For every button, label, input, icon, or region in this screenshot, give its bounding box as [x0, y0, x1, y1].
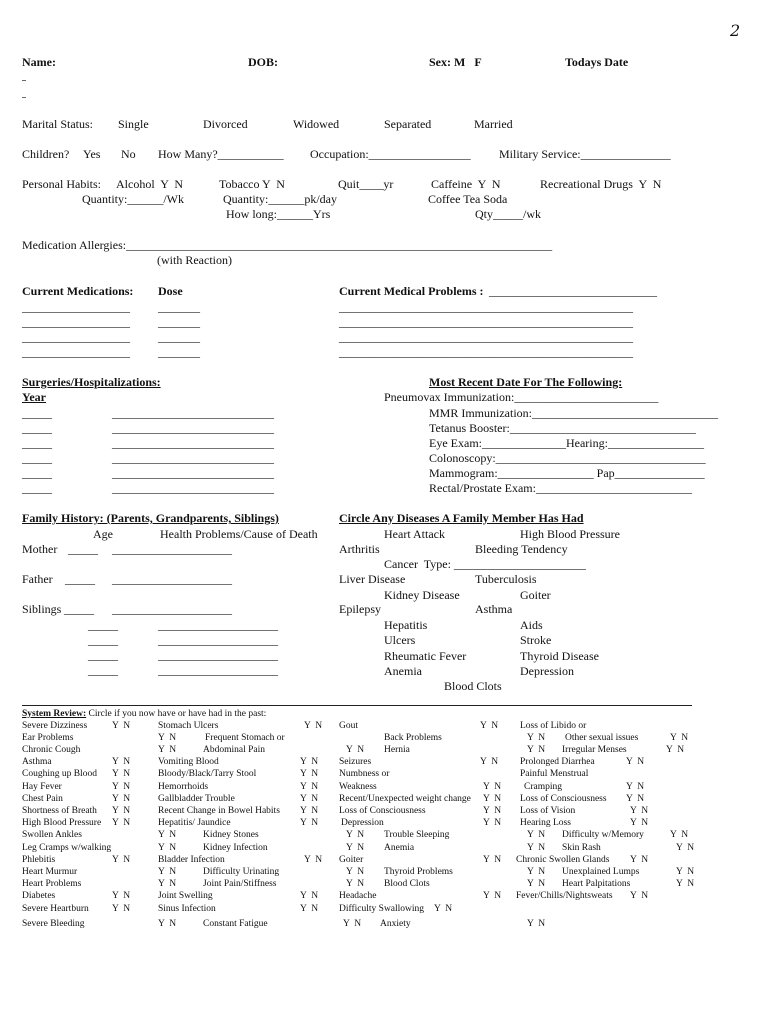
yn-option[interactable]: Y N	[630, 891, 649, 901]
yn-option[interactable]: Y N	[346, 745, 365, 755]
yn-option[interactable]: Y N	[158, 830, 177, 840]
sibling-desc-line[interactable]: ____________________	[158, 618, 278, 632]
yn-option[interactable]: Y N	[158, 745, 177, 755]
siblings-label: Siblings	[22, 602, 62, 616]
sr-item: Hay Fever	[22, 782, 62, 792]
medication-dose-line[interactable]: _______	[158, 330, 200, 344]
section-divider	[22, 705, 692, 706]
yn-option[interactable]: Y N	[112, 891, 131, 901]
current-problems-label: Current Medical Problems :	[339, 284, 484, 298]
alcohol-option[interactable]: Alcohol Y N	[116, 177, 184, 191]
disease-aids[interactable]: Aids	[520, 618, 543, 632]
yn-option[interactable]: Y N	[630, 806, 649, 816]
marital-option-married[interactable]: Married	[474, 117, 513, 131]
sr-item: Loss of Vision	[520, 806, 576, 816]
sibling-desc-line[interactable]: ____________________	[158, 648, 278, 662]
surgery-year-line[interactable]: _____	[22, 481, 52, 495]
yn-option[interactable]: Y N	[434, 904, 453, 914]
sr-item: Constant Fatigue	[203, 919, 268, 929]
surgery-year-line[interactable]: _____	[22, 466, 52, 480]
yn-option[interactable]: Y N	[300, 904, 319, 914]
sr-item: Blood Clots	[384, 879, 430, 889]
yn-option[interactable]: Y N	[527, 867, 546, 877]
tobacco-quantity-field[interactable]: Quantity:______pk/day	[223, 192, 337, 206]
surgery-desc-line[interactable]: ___________________________	[112, 466, 274, 480]
marital-option-widowed[interactable]: Widowed	[293, 117, 340, 131]
yn-option[interactable]: Y N	[483, 818, 502, 828]
yn-option[interactable]: Y N	[670, 733, 689, 743]
sr-item: Heart Problems	[22, 879, 82, 889]
disease-cancer-field[interactable]: Cancer Type: ______________________	[384, 557, 586, 571]
surgery-year-line[interactable]: _____	[22, 436, 52, 450]
yn-option[interactable]: Y N	[112, 904, 131, 914]
surgery-desc-line[interactable]: ___________________________	[112, 436, 274, 450]
sibling-desc-line[interactable]: ____________________	[158, 663, 278, 677]
yn-option[interactable]: Y N	[158, 919, 177, 929]
disease-tuberculosis[interactable]: Tuberculosis	[475, 572, 537, 586]
medication-dose-line[interactable]: _______	[158, 300, 200, 314]
current-problems-line[interactable]: ____________________________	[489, 284, 657, 298]
sibling-desc-line[interactable]: ____________________	[158, 633, 278, 647]
yn-option[interactable]: Y N	[527, 745, 546, 755]
sibling-age-line[interactable]: _____	[88, 648, 118, 662]
yn-option[interactable]: Y N	[630, 855, 649, 865]
sr-item: Goiter	[339, 855, 364, 865]
disease-high-blood-pressure[interactable]: High Blood Pressure	[520, 527, 620, 541]
disease-epilepsy[interactable]: Epilepsy	[339, 602, 381, 616]
sr-item: Gallbladder Trouble	[158, 794, 235, 804]
sr-item: Diabetes	[22, 891, 56, 901]
sr-item: Unexplained Lumps	[562, 867, 640, 877]
yn-option[interactable]: Y N	[666, 745, 685, 755]
children-no[interactable]: No	[121, 147, 136, 161]
sr-item: Leg Cramps w/walking	[22, 843, 112, 853]
sr-item: Anemia	[384, 843, 415, 853]
sr-item: Numbness or	[339, 769, 390, 779]
father-label: Father	[22, 572, 53, 586]
medication-allergies-field[interactable]: Medication Allergies:_______________________________________________________________________	[22, 238, 553, 252]
surgery-desc-line[interactable]: ___________________________	[112, 421, 274, 435]
marital-option-divorced[interactable]: Divorced	[203, 117, 248, 131]
yn-option[interactable]: Y N	[480, 721, 499, 731]
current-medications-label: Current Medications:	[22, 284, 134, 298]
todays-date-label: Todays Date	[565, 55, 629, 69]
yn-option[interactable]: Y N	[112, 782, 131, 792]
disease-bleeding-tendency[interactable]: Bleeding Tendency	[475, 542, 568, 556]
marital-option-separated[interactable]: Separated	[384, 117, 432, 131]
sr-item: Severe Bleeding	[22, 919, 85, 929]
yn-option[interactable]: Y N	[158, 867, 177, 877]
marital-option-single[interactable]: Single	[118, 117, 149, 131]
medication-name-line[interactable]: __________________	[22, 330, 130, 344]
caffeine-types[interactable]: Coffee Tea Soda	[428, 192, 508, 206]
rectal-prostate-field[interactable]: Rectal/Prostate Exam:__________________________	[429, 481, 692, 495]
sr-item: Sinus Infection	[158, 904, 216, 914]
sr-item: Difficulty Urinating	[203, 867, 280, 877]
yn-option[interactable]: Y N	[300, 818, 319, 828]
sr-item: Thyroid Problems	[384, 867, 453, 877]
yn-option[interactable]: Y N	[626, 757, 645, 767]
sr-item: Fever/Chills/Nightsweats	[516, 891, 613, 901]
yn-option[interactable]: Y N	[483, 806, 502, 816]
yn-option[interactable]: Y N	[300, 891, 319, 901]
sr-item: Heart Palpitations	[562, 879, 631, 889]
disease-goiter[interactable]: Goiter	[520, 588, 551, 602]
sr-item: Ear Problems	[22, 733, 74, 743]
disease-hepatitis[interactable]: Hepatitis	[384, 618, 428, 632]
yn-option[interactable]: Y N	[112, 855, 131, 865]
sr-item: Seizures	[339, 757, 372, 767]
yn-option[interactable]: Y N	[527, 879, 546, 889]
yn-option[interactable]: Y N	[527, 843, 546, 853]
yn-option[interactable]: Y N	[480, 757, 499, 767]
colonoscopy-field[interactable]: Colonoscopy:___________________________________	[429, 451, 706, 465]
sr-item: Swollen Ankles	[22, 830, 82, 840]
disease-depression[interactable]: Depression	[520, 664, 574, 678]
surgeries-title: Surgeries/Hospitalizations:	[22, 375, 161, 389]
yn-option[interactable]: Y N	[527, 830, 546, 840]
yn-option[interactable]: Y N	[304, 855, 323, 865]
sr-item: Heart Murmur	[22, 867, 78, 877]
sr-item: Anxiety	[380, 919, 411, 929]
problem-line[interactable]: _________________________________________________	[339, 345, 633, 359]
medication-dose-line[interactable]: _______	[158, 315, 200, 329]
surgery-desc-line[interactable]: ___________________________	[112, 406, 274, 420]
yn-option[interactable]: Y N	[112, 757, 131, 767]
tobacco-option[interactable]: Tobacco Y N	[219, 177, 285, 191]
sex-label: Sex: M F	[429, 55, 482, 69]
sr-item: Hearing Loss	[520, 818, 571, 828]
mmr-field[interactable]: MMR Immunization:_______________________________	[429, 406, 718, 420]
sr-item: Joint Pain/Stiffness	[203, 879, 277, 889]
yn-option[interactable]: Y N	[346, 830, 365, 840]
page-number: 2	[730, 21, 741, 40]
system-review-header	[22, 709, 266, 720]
problem-line[interactable]: _________________________________________________	[339, 330, 633, 344]
sibling-age-line[interactable]: _____	[88, 633, 118, 647]
caffeine-quantity-field[interactable]: Qty_____/wk	[475, 207, 541, 221]
sr-item: Back Problems	[384, 733, 442, 743]
sibling-age-line[interactable]: _____	[88, 618, 118, 632]
disease-liver[interactable]: Liver Disease	[339, 572, 406, 586]
yn-option[interactable]: Y N	[300, 757, 319, 767]
yn-option[interactable]: Y N	[112, 806, 131, 816]
sr-item: Chronic Cough	[22, 745, 81, 755]
sr-item: High Blood Pressure	[22, 818, 102, 828]
sr-item: Kidney Stones	[203, 830, 259, 840]
quit-field[interactable]: Quit____yr	[338, 177, 394, 191]
disease-asthma[interactable]: Asthma	[475, 602, 513, 616]
yn-option[interactable]: Y N	[112, 818, 131, 828]
yn-option[interactable]: Y N	[300, 769, 319, 779]
military-service-field[interactable]: Military Service:_______________	[499, 147, 671, 161]
surgery-desc-line[interactable]: ___________________________	[112, 481, 274, 495]
mother-label: Mother	[22, 542, 58, 556]
yn-option[interactable]: Y N	[304, 721, 323, 731]
medication-name-line[interactable]: __________________	[22, 315, 130, 329]
yn-option[interactable]: Y N	[112, 769, 131, 779]
sr-item: Asthma	[22, 757, 52, 767]
yn-option[interactable]: Y N	[483, 891, 502, 901]
disease-heart-attack[interactable]: Heart Attack	[384, 527, 445, 541]
sr-item: Depression	[341, 818, 384, 828]
allergies-sublabel: (with Reaction)	[157, 253, 232, 267]
sr-item: Painful Menstrual	[520, 769, 589, 779]
sr-item: Recent/Unexpected weight change	[339, 794, 471, 804]
family-history-title: Family History: (Parents, Grandparents, Siblings)	[22, 511, 279, 525]
sr-item: Chronic Swollen Glands	[516, 855, 610, 865]
children-yes[interactable]: Yes	[83, 147, 101, 161]
problem-line[interactable]: _________________________________________________	[339, 300, 633, 314]
name-label: Name:	[22, 55, 56, 69]
yn-option[interactable]: Y N	[158, 733, 177, 743]
system-review-instruction: Circle if you now have or have had in the past:	[86, 709, 267, 719]
yn-option[interactable]: Y N	[676, 879, 695, 889]
occupation-field[interactable]: Occupation:_________________	[310, 147, 471, 161]
medication-name-line[interactable]: __________________	[22, 345, 130, 359]
disease-kidney[interactable]: Kidney Disease	[384, 588, 460, 602]
sr-item: Hepatitis/ Jaundice	[158, 818, 231, 828]
disease-blood-clots[interactable]: Blood Clots	[444, 679, 502, 693]
sr-item: Loss of Libido or	[520, 721, 587, 731]
yn-option[interactable]: Y N	[343, 919, 362, 929]
yn-option[interactable]: Y N	[527, 733, 546, 743]
sr-item: Severe Heartburn	[22, 904, 89, 914]
sr-item: Shortness of Breath	[22, 806, 97, 816]
sr-item: Irregular Menses	[562, 745, 627, 755]
yn-option[interactable]: Y N	[346, 867, 365, 877]
sr-item: Joint Swelling	[158, 891, 213, 901]
sr-item: Gout	[339, 721, 358, 731]
stray-mark	[22, 97, 26, 98]
tetanus-field[interactable]: Tetanus Booster:_______________________________	[429, 421, 696, 435]
sr-item: Stomach Ulcers	[158, 721, 219, 731]
yn-option[interactable]: Y N	[112, 794, 131, 804]
system-review-title: System Review:	[22, 709, 87, 719]
surgeries-year-label: Year	[22, 390, 46, 404]
yn-option[interactable]: Y N	[676, 867, 695, 877]
recent-dates-title: Most Recent Date For The Following:	[429, 375, 623, 389]
how-many-field[interactable]: How Many?___________	[158, 147, 284, 161]
personal-habits-label: Personal Habits:	[22, 177, 101, 191]
eye-exam-field[interactable]: Eye Exam:______________Hearing:________________	[429, 436, 704, 450]
sr-item: Headache	[339, 891, 377, 901]
surgery-year-line[interactable]: _____	[22, 421, 52, 435]
yn-option[interactable]: Y N	[626, 782, 645, 792]
sr-item: Prolonged Diarrhea	[520, 757, 595, 767]
dose-label: Dose	[158, 284, 183, 298]
sr-item: Phlebitis	[22, 855, 56, 865]
yn-option[interactable]: Y N	[300, 806, 319, 816]
medication-name-line[interactable]: __________________	[22, 300, 130, 314]
sr-item: Difficulty w/Memory	[562, 830, 644, 840]
sr-item: Loss of Consciousness	[339, 806, 426, 816]
yn-option[interactable]: Y N	[676, 843, 695, 853]
surgery-year-line[interactable]: _____	[22, 451, 52, 465]
father-age-line[interactable]: _____	[65, 572, 95, 586]
alcohol-quantity-field[interactable]: Quantity:______/Wk	[82, 192, 184, 206]
yn-option[interactable]: Y N	[300, 782, 319, 792]
yn-option[interactable]: Y N	[158, 879, 177, 889]
mother-desc-line[interactable]: ____________________	[112, 542, 232, 556]
sr-item: Recent Change in Bowel Habits	[158, 806, 280, 816]
yn-option[interactable]: Y N	[527, 919, 546, 929]
disease-anemia[interactable]: Anemia	[384, 664, 422, 678]
disease-ulcers[interactable]: Ulcers	[384, 633, 416, 647]
mother-age-line[interactable]: _____	[68, 542, 98, 556]
yn-option[interactable]: Y N	[346, 843, 365, 853]
sr-item: Loss of Consciousness	[520, 794, 607, 804]
sibling-age-line[interactable]: _____	[88, 663, 118, 677]
yn-option[interactable]: Y N	[483, 782, 502, 792]
father-desc-line[interactable]: ____________________	[112, 572, 232, 586]
surgery-desc-line[interactable]: ___________________________	[112, 451, 274, 465]
yn-option[interactable]: Y N	[300, 794, 319, 804]
sr-item: Other sexual issues	[565, 733, 639, 743]
problem-line[interactable]: _________________________________________________	[339, 315, 633, 329]
sr-item: Cramping	[524, 782, 562, 792]
yn-option[interactable]: Y N	[112, 721, 131, 731]
sr-item: Coughing up Blood	[22, 769, 97, 779]
sr-item: Vomiting Blood	[158, 757, 219, 767]
yn-option[interactable]: Y N	[483, 794, 502, 804]
sr-item: Hernia	[384, 745, 410, 755]
yn-option[interactable]: Y N	[158, 843, 177, 853]
tobacco-duration-field[interactable]: How long:______Yrs	[226, 207, 331, 221]
sr-item: Severe Dizziness	[22, 721, 88, 731]
caffeine-option[interactable]: Caffeine Y N	[431, 177, 501, 191]
sr-item: Weakness	[339, 782, 377, 792]
yn-option[interactable]: Y N	[626, 794, 645, 804]
mammogram-field[interactable]: Mammogram:________________ Pap_______________	[429, 466, 705, 480]
stray-mark	[22, 80, 26, 81]
disease-rheumatic-fever[interactable]: Rheumatic Fever	[384, 649, 467, 663]
sr-item: Trouble Sleeping	[384, 830, 450, 840]
sr-item: Bladder Infection	[158, 855, 225, 865]
medication-dose-line[interactable]: _______	[158, 345, 200, 359]
siblings-desc-line[interactable]: ____________________	[112, 602, 232, 616]
children-label: Children?	[22, 147, 70, 161]
sr-item: Bloody/Black/Tarry Stool	[158, 769, 257, 779]
yn-option[interactable]: Y N	[346, 879, 365, 889]
disease-thyroid[interactable]: Thyroid Disease	[520, 649, 599, 663]
sr-item: Hemorrhoids	[158, 782, 209, 792]
yn-option[interactable]: Y N	[670, 830, 689, 840]
yn-option[interactable]: Y N	[483, 855, 502, 865]
family-diseases-title: Circle Any Diseases A Family Member Has Had	[339, 511, 584, 525]
yn-option[interactable]: Y N	[630, 818, 649, 828]
sr-item: Frequent Stomach or	[205, 733, 285, 743]
sr-item: Chest Pain	[22, 794, 63, 804]
sr-item: Difficulty Swallowing	[339, 904, 425, 914]
pneumovax-field[interactable]: Pneumovax Immunization:________________________	[384, 390, 659, 404]
family-age-label: Age	[93, 527, 113, 541]
disease-arthritis[interactable]: Arthritis	[339, 542, 380, 556]
family-health-label: Health Problems/Cause of Death	[160, 527, 318, 541]
dob-label: DOB:	[248, 55, 278, 69]
sr-item: Kidney Infection	[203, 843, 268, 853]
disease-stroke[interactable]: Stroke	[520, 633, 552, 647]
marital-status-label: Marital Status:	[22, 117, 93, 131]
sr-item: Abdominal Pain	[203, 745, 266, 755]
recreational-drugs-option[interactable]: Recreational Drugs Y N	[540, 177, 662, 191]
sr-item: Skin Rash	[562, 843, 601, 853]
siblings-age-line[interactable]: _____	[64, 602, 94, 616]
surgery-year-line[interactable]: _____	[22, 406, 52, 420]
